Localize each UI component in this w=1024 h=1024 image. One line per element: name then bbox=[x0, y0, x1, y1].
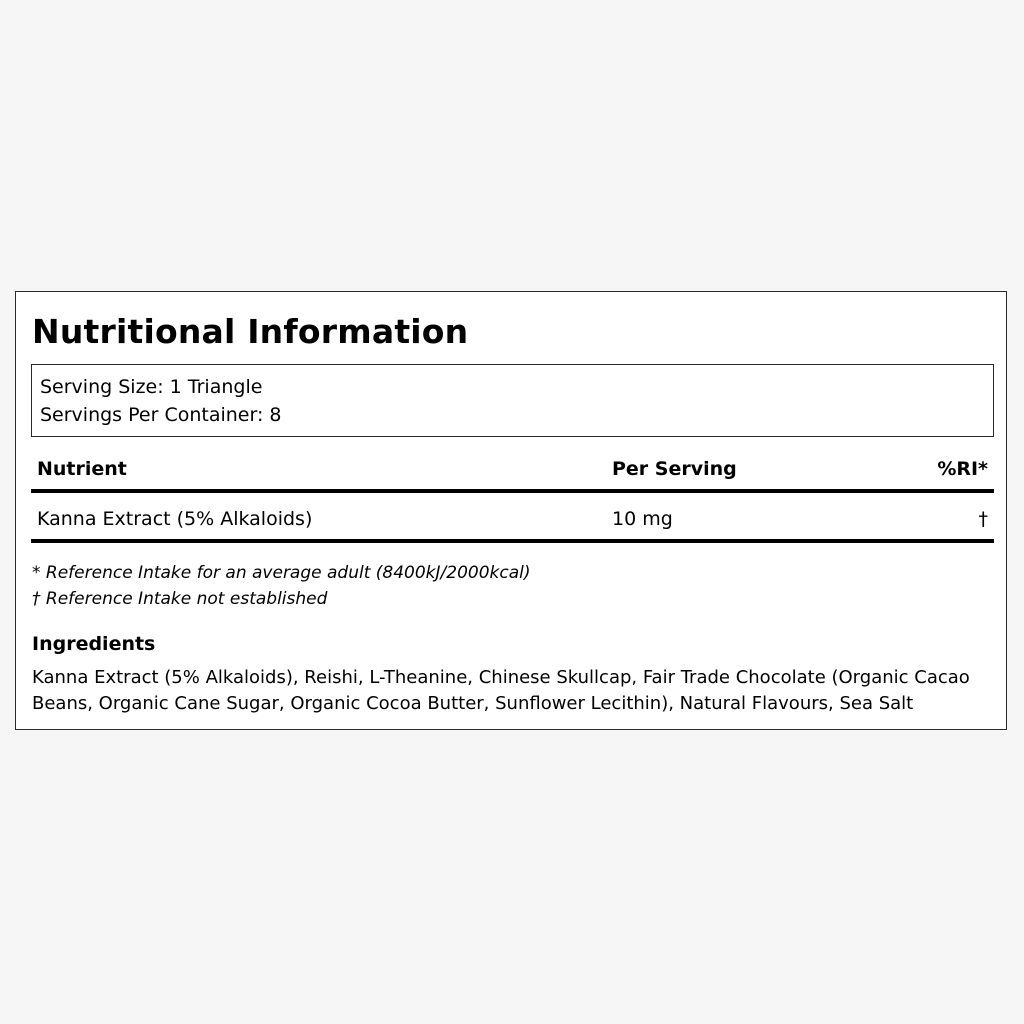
nutrient-name: Kanna Extract (5% Alkaloids) bbox=[37, 508, 313, 530]
serving-info-box bbox=[31, 364, 994, 437]
table-header-divider bbox=[31, 489, 994, 493]
footnote-not-established: † Reference Intake not established bbox=[32, 589, 328, 609]
footnote-reference-intake: * Reference Intake for an average adult (8400kJ/2000kcal) bbox=[32, 563, 531, 583]
table-row bbox=[31, 490, 994, 530]
nutrition-label-panel bbox=[15, 291, 1007, 730]
footnotes bbox=[32, 560, 531, 612]
ingredients-list: Kanna Extract (5% Alkaloids), Reishi, L-Theanine, Chinese Skullcap, Fair Trade Chocolate (Organic Cacao Beans, Organic Cane Sugar, Organic Cocoa Butter, Sunflower Lecithin), Natural Flavours, Sea Salt bbox=[32, 667, 970, 714]
table-bottom-divider bbox=[31, 539, 994, 543]
nutrient-amount: 10 mg bbox=[612, 508, 673, 530]
label-title: Nutritional Information bbox=[32, 312, 469, 351]
ingredients-heading: Ingredients bbox=[32, 633, 156, 655]
table-header-row bbox=[31, 450, 994, 490]
header-nutrient: Nutrient bbox=[37, 458, 127, 480]
nutrient-ri: † bbox=[978, 508, 988, 530]
header-per-serving: Per Serving bbox=[612, 458, 737, 480]
serving-size: Serving Size: 1 Triangle bbox=[40, 376, 263, 398]
header-ri: %RI* bbox=[937, 458, 988, 480]
servings-per-container: Servings Per Container: 8 bbox=[40, 404, 282, 426]
